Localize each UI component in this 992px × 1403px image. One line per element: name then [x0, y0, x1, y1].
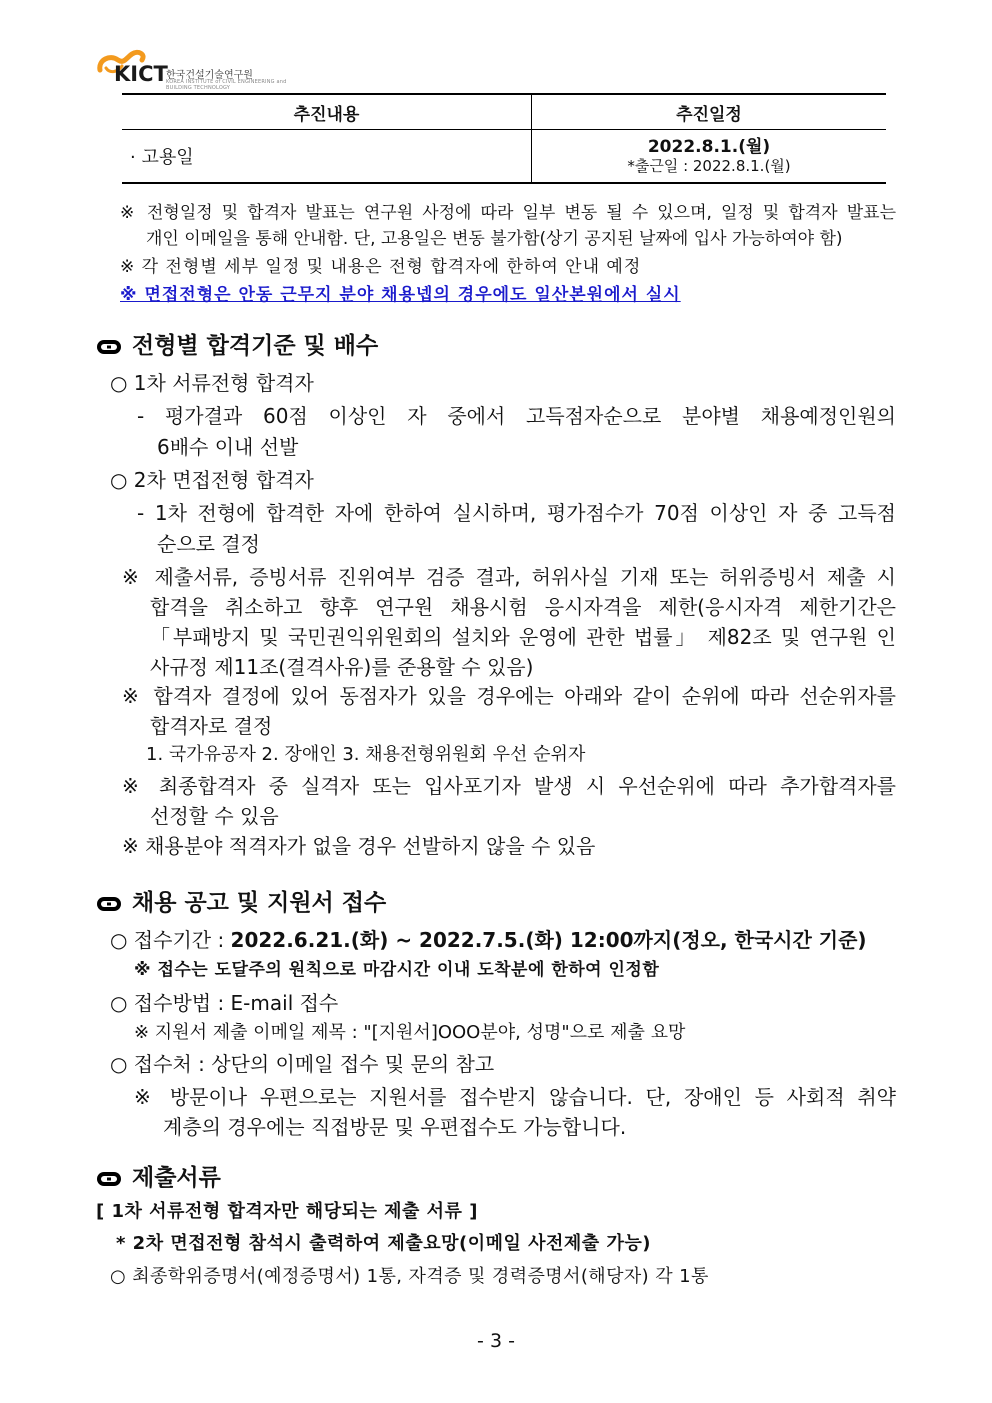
- note-line: ※ 합격자 결정에 있어 동점자가 있을 경우에는 아래와 같이 순위에 따라 선순위자를: [122, 684, 896, 708]
- application-method: ○ 접수방법 : E-mail 접수: [110, 991, 339, 1015]
- kict-logo: [96, 48, 296, 91]
- chain-link-icon: [96, 896, 122, 912]
- schedule-note-line: 개인 이메일을 통해 안내함. 단, 고용일은 변동 불가함(상기 공지된 날짜에 입사 가능하여야 함): [146, 229, 843, 249]
- column-header: 추진일정: [532, 94, 887, 130]
- application-period: [110, 927, 867, 953]
- note-line: 선정할 수 있음: [150, 804, 279, 828]
- method-note: ※ 지원서 제출 이메일 제목 : "[지원서]OOO분야, 성명"으로 제출 요망: [134, 1022, 686, 1043]
- note-line: ※ 채용분야 적격자가 없을 경우 선발하지 않을 수 있음: [122, 834, 596, 858]
- note-line: 「부패방지 및 국민권익위원회의 설치와 운영에 관한 법률」 제82조 및 연구원 인: [150, 625, 896, 649]
- stage2-criteria-cont: 순으로 결정: [157, 532, 260, 556]
- interview-location-note: ※ 면접전형은 안동 근무지 분야 채용넵의 경우에도 일산본원에서 실시: [120, 285, 681, 305]
- application-place: ○ 접수처 : 상단의 이메일 접수 및 문의 참고: [110, 1052, 495, 1076]
- schedule-table: [122, 93, 886, 184]
- section-title: 채용 공고 및 지원서 접수: [132, 890, 387, 916]
- note-line: 합격자로 결정: [150, 714, 273, 738]
- org-name: 한국건설기술연구원: [166, 70, 253, 81]
- chain-link-icon: [96, 339, 122, 355]
- note-line: 사규정 제11조(결격사유)를 준용할 수 있음): [150, 655, 534, 679]
- section-heading: [96, 888, 386, 918]
- period-value: 2022.6.21.(화) ~ 2022.7.5.(화) 12:00까지(정오, 한국시간 기준): [230, 928, 867, 952]
- documents-note: * 2차 면접전형 참석시 출력하여 제출요망(이메일 사전제출 가능): [116, 1233, 651, 1254]
- stage1-title: ○ 1차 서류전형 합격자: [110, 371, 314, 395]
- schedule-note: *출근일 : 2022.8.1.(월): [627, 157, 791, 175]
- stage2-title: ○ 2차 면접전형 합격자: [110, 468, 314, 492]
- page-number: - 3 -: [477, 1330, 515, 1352]
- schedule-date: 2022.8.1.(월): [647, 137, 771, 157]
- period-label: ○ 접수기간 :: [110, 928, 225, 952]
- period-note: ※ 접수는 도달주의 원칙으로 마감시간 이내 도착분에 한하여 인정함: [134, 960, 660, 980]
- stage1-criteria: - 평가결과 60점 이상인 자 중에서 고득점자순으로 분야별 채용예정인원의: [137, 404, 896, 428]
- table-header-row: [122, 94, 886, 130]
- stage1-criteria-cont: 6배수 이내 선발: [157, 435, 299, 459]
- tie-priority-list: 1. 국가유공자 2. 장애인 3. 채용전형위원회 우선 순위자: [146, 744, 586, 765]
- place-note-cont: 계층의 경우에는 직접방문 및 우편접수도 가능합니다.: [163, 1115, 627, 1139]
- note-line: ※ 최종합격자 중 실격자 또는 입사포기자 발생 시 우선순위에 따라 추가합격자를: [122, 774, 896, 798]
- documents-bracket-heading: [ 1차 서류전형 합격자만 해당되는 제출 서류 ]: [96, 1201, 478, 1222]
- documents-item: ○ 최종학위증명서(예정증명서) 1통, 자격증 및 경력증명서(해당자) 각 1통: [110, 1266, 709, 1287]
- logo-text: KICT: [114, 62, 168, 86]
- column-header: 추진내용: [122, 94, 532, 130]
- org-name-en: KOREA INSTITUTE of CIVIL ENGINEERING and BUILDING TECHNOLOGY: [166, 79, 287, 91]
- place-note: ※ 방문이나 우편으로는 지원서를 접수받지 않습니다. 단, 장애인 등 사회적 취약: [134, 1085, 896, 1109]
- chain-link-icon: [96, 1171, 122, 1187]
- stage2-criteria: - 1차 전형에 합격한 자에 한하여 실시하며, 평가점수가 70점 이상인 자 중 고득점: [137, 501, 896, 525]
- section-heading: [96, 1163, 221, 1193]
- section-title: 제출서류: [132, 1165, 221, 1191]
- section-heading: [96, 331, 378, 361]
- note-line: ※ 제출서류, 증빙서류 진위여부 검증 결과, 허위사실 기재 또는 허위증빙서 제출 시: [122, 565, 896, 589]
- schedule-note-line: ※ 전형일정 및 합격자 발표는 연구원 사정에 따라 일부 변동 될 수 있으며, 일정 및 합격자 발표는: [120, 203, 896, 223]
- schedule-note-line: ※ 각 전형별 세부 일정 및 내용은 전형 합격자에 한하여 안내 예정: [120, 257, 642, 277]
- schedule-date-cell: [532, 130, 887, 184]
- schedule-item: · 고용일: [122, 130, 532, 184]
- section-title: 전형별 합격기준 및 배수: [132, 333, 379, 359]
- note-line: 합격을 취소하고 향후 연구원 채용시험 응시자격을 제한(응시자격 제한기간은: [150, 595, 896, 619]
- table-row: [122, 130, 886, 184]
